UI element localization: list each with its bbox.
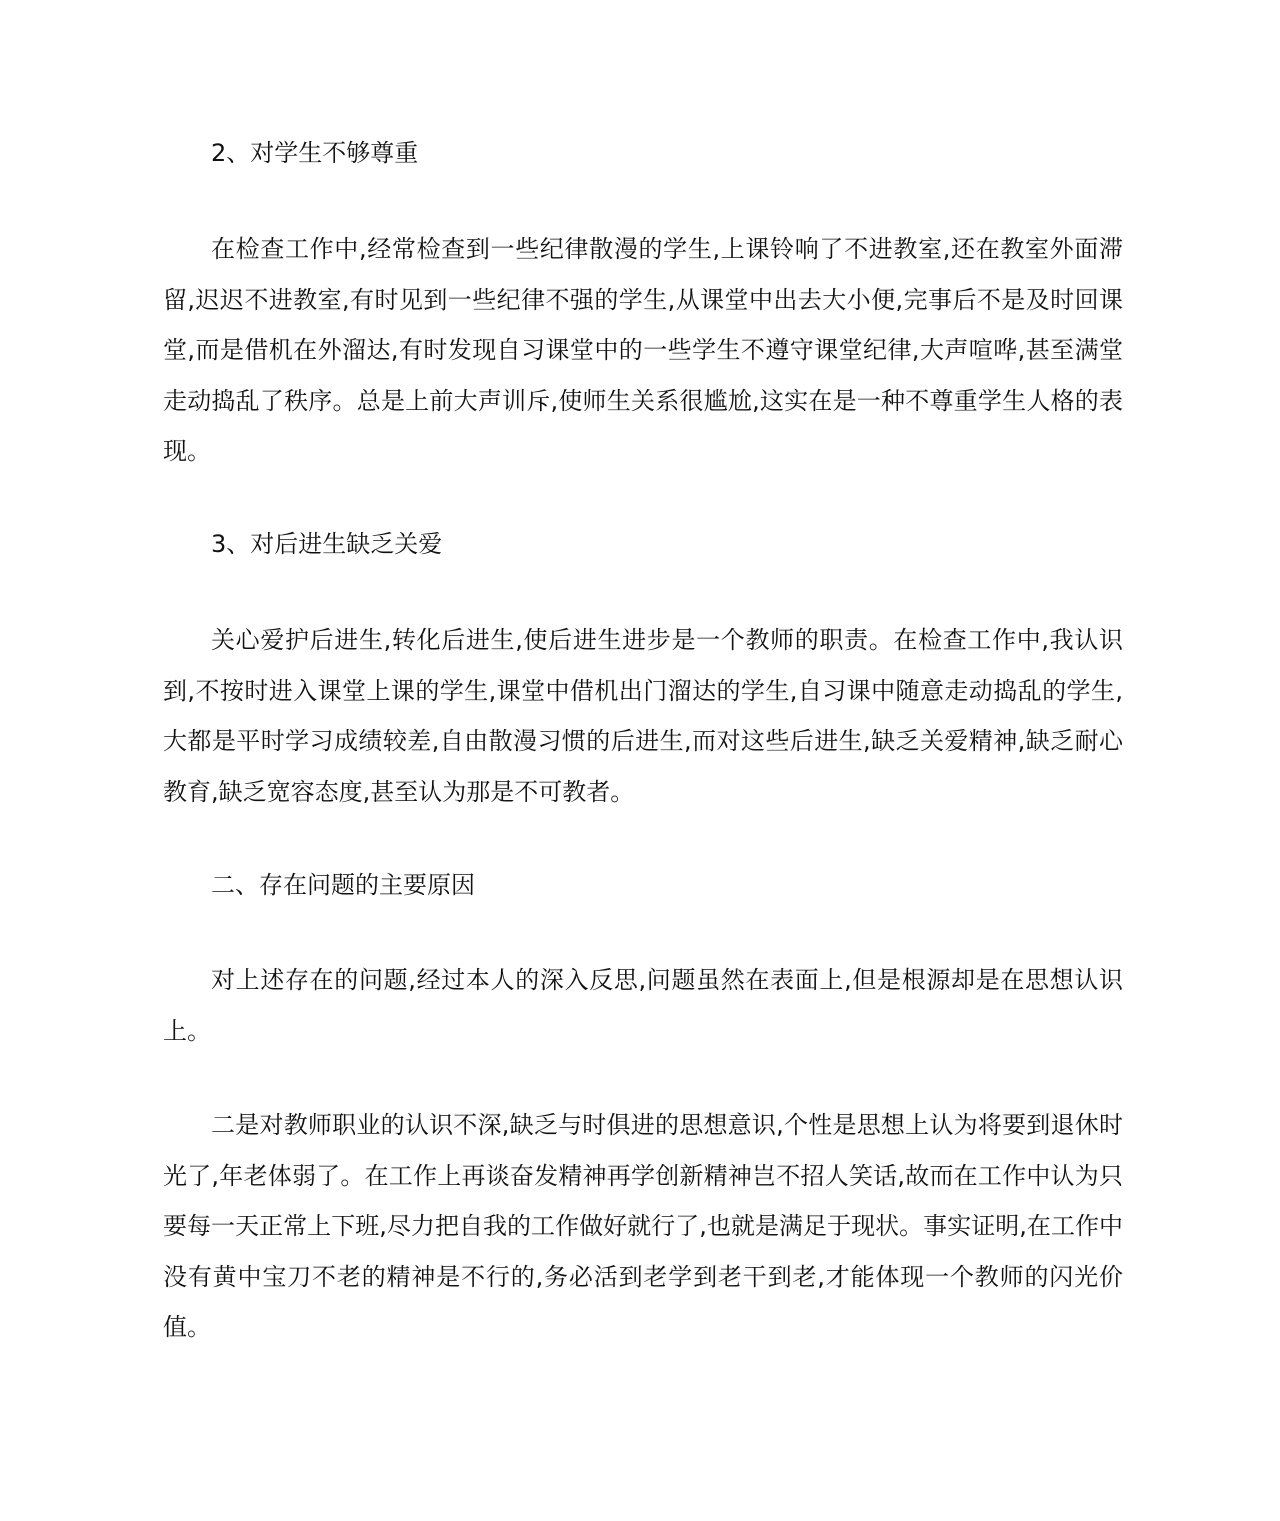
heading-respect: 2、对学生不够尊重: [211, 139, 419, 167]
paragraph-reflection: 对上述存在的问题,经过本人的深入反思,问题虽然在表面上,但是根源却是在思想认识上。: [163, 966, 1123, 1045]
paragraph-care: 关心爱护后进生,转化后进生,使后进生进步是一个教师的职责。在检查工作中,我认识到,不按时进入课堂上课的学生,课堂中借机出门溜达的学生,自习课中随意走动捣乱的学生,大都是平时学习成绩较差,自由散漫习惯的后进生,而对这些后进生,缺乏关爱精神,缺乏耐心教育,缺乏宽容态度,甚至认为那是不可教者。: [163, 626, 1123, 806]
heading-causes: 二、存在问题的主要原因: [211, 871, 475, 899]
paragraph-respect: 在检查工作中,经常检查到一些纪律散漫的学生,上课铃响了不进教室,还在教室外面滞留,迟迟不进教室,有时见到一些纪律不强的学生,从课堂中出去大小便,完事后不是及时回课堂,而是借机在外溜达,有时发现自习课堂中的一些学生不遵守课堂纪律,大声喧哗,甚至满堂走动捣乱了秩序。总是上前大声训斥,使师生关系很尴尬,这实在是一种不尊重学生人格的表现。: [163, 235, 1123, 465]
heading-care: 3、对后进生缺乏关爱: [211, 530, 443, 558]
paragraph-profession: 二是对教师职业的认识不深,缺乏与时俱进的思想意识,个性是思想上认为将要到退休时光了,年老体弱了。在工作上再谈奋发精神再学创新精神岂不招人笑话,故而在工作中认为只要每一天正常上下班,尽力把自我的工作做好就行了,也就是满足于现状。事实证明,在工作中没有黄中宝刀不老的精神是不行的,务必活到老学到老干到老,才能体现一个教师的闪光价值。: [163, 1111, 1123, 1341]
